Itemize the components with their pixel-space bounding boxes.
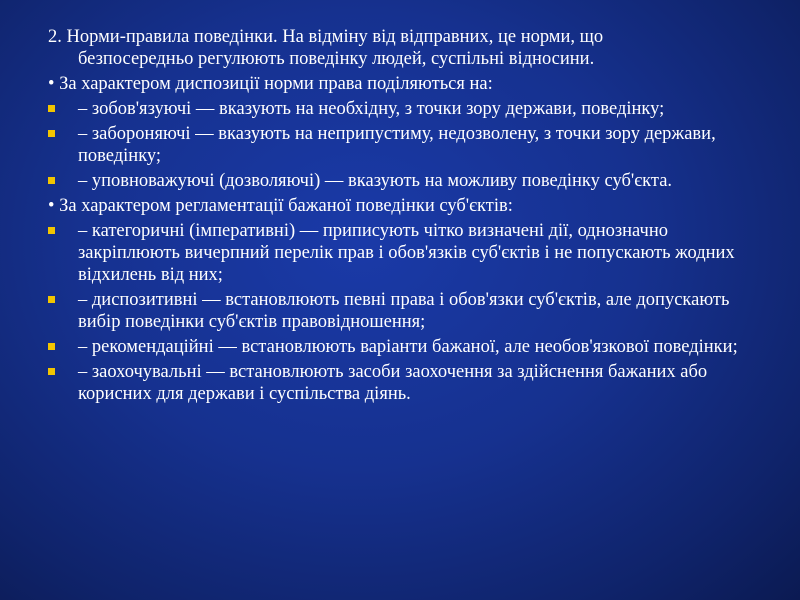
section2-heading: • За характером регламентації бажаної поведінки суб'єктів: [48, 196, 513, 216]
intro-line-1: 2. Норми-правила поведінки. На відміну від відправних, це норми, що [48, 27, 604, 47]
list-item-text: – категоричні (імперативні) — приписують чітко визначені дії, однозначно закріплюють вичерпний перелік прав і обов'язків суб'єктів і не попускають жодних відхилень від них; [78, 221, 735, 285]
square-bullet-icon [48, 296, 55, 303]
list-item [48, 361, 758, 405]
slide-content [48, 26, 758, 408]
list-item-text: – уповноважуючі (дозволяючі) — вказують на можливу поведінку суб'єкта. [78, 171, 673, 191]
square-bullet-icon [48, 343, 55, 350]
section1-heading: • За характером диспозиції норми права поділяються на: [48, 74, 493, 94]
list-item [48, 220, 758, 286]
list-item-text: – рекомендаційні — встановлюють варіанти бажаної, але необов'язкової поведінки; [78, 337, 738, 357]
list-item-text: – забороняючі — вказують на неприпустиму, недозволену, з точки зору держави, поведінку; [78, 124, 716, 166]
list-item [48, 170, 758, 192]
list-item-text: – диспозитивні — встановлюють певні права і обов'язки суб'єктів, але допускають вибір поведінки суб'єктів правовідношення; [78, 290, 730, 332]
square-bullet-icon [48, 227, 55, 234]
intro-line-2: безпосередньо регулюють поведінку людей, суспільні відносини. [78, 49, 595, 69]
list-item [48, 98, 758, 120]
list-item-text: – зобов'язуючі — вказують на необхідну, з точки зору держави, поведінку; [78, 99, 665, 119]
list-item-text: – заохочувальні — встановлюють засоби заохочення за здійснення бажаних або корисних для держави і суспільства діянь. [78, 362, 708, 404]
square-bullet-icon [48, 130, 55, 137]
list-item [48, 123, 758, 167]
square-bullet-icon [48, 105, 55, 112]
list-item [48, 336, 758, 358]
square-bullet-icon [48, 177, 55, 184]
intro-paragraph [48, 26, 758, 70]
list-item [48, 289, 758, 333]
square-bullet-icon [48, 368, 55, 375]
